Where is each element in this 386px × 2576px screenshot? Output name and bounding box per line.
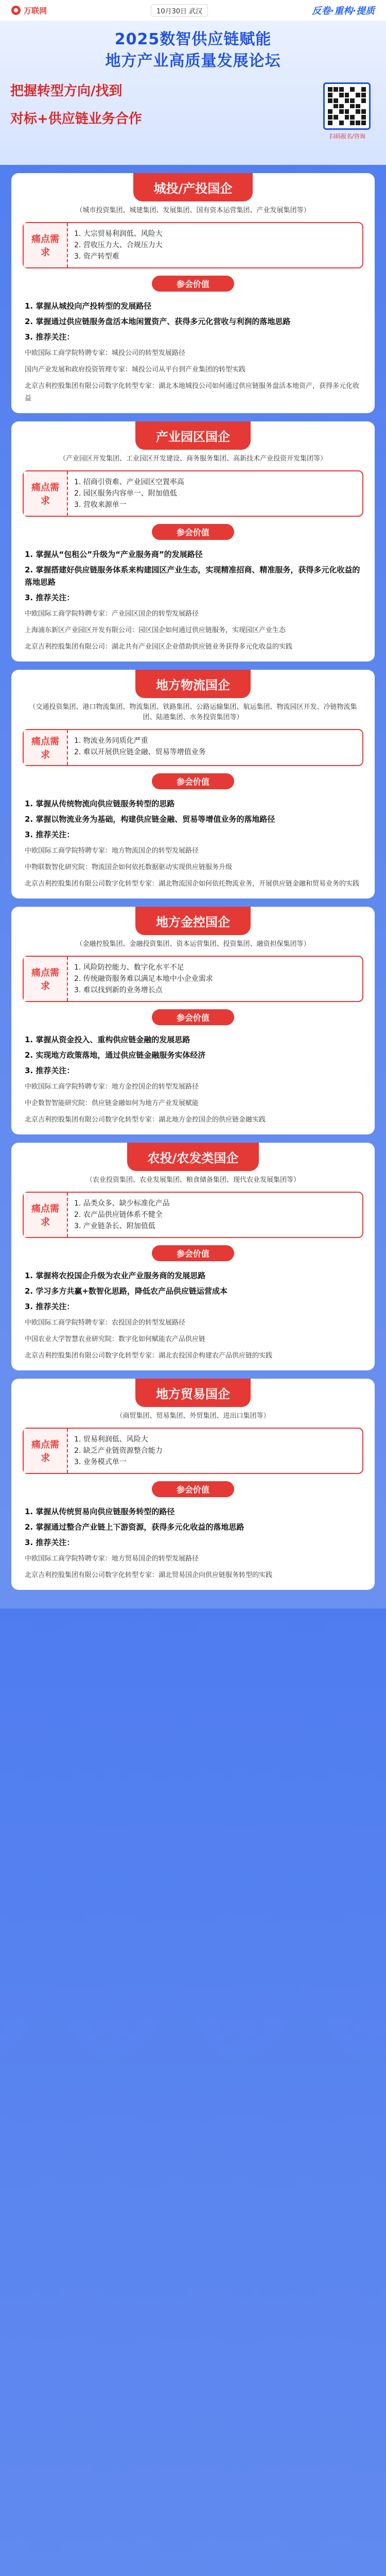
value-item: 1. 掌握从城投向产投转型的发展路径 [25, 301, 152, 311]
value-item: 北京吉利控股集团有限公司数字化转型专家：湖北农投国企构建农产品供应链的实践 [25, 1352, 273, 1360]
card-chengtou [11, 173, 375, 413]
value-item: 北京吉利控股集团有限公司数字化转型专家：湖北本地城投公司如何通过供应链服务盘活本地资产，获得多元化收益 [25, 382, 360, 402]
pain-label: 痛点需求 [24, 471, 68, 516]
pain-item: 1. 贸易利润低、风险大 [74, 1435, 148, 1444]
pain-label: 痛点需求 [24, 957, 68, 1001]
value-head: 参会价值 [152, 1481, 234, 1497]
brand-logo-icon [11, 6, 21, 15]
pain-label: 痛点需求 [24, 730, 68, 765]
date-place-pill: 10月30日 武汉 [151, 4, 208, 17]
pain-list [68, 471, 362, 516]
pain-item: 2. 农产品供应链体系不健全 [74, 1211, 163, 1219]
value-item: 3. 推荐关注： [25, 593, 75, 602]
pain-box [23, 470, 363, 517]
pain-item: 1. 品类众多、缺少标准化产品 [74, 1199, 170, 1208]
pain-list [68, 730, 362, 765]
pain-list [68, 957, 362, 1001]
pain-box [23, 222, 363, 268]
card-title: 地方金控国企 [135, 907, 251, 935]
pain-item: 3. 营收来源单一 [74, 501, 127, 509]
value-item: 1. 掌握从资金投入、重构供应链金融的发展思路 [25, 1035, 190, 1044]
card-title: 农投/农发类国企 [127, 1143, 259, 1171]
pain-item: 2. 难以开展供应链金融、贸易等增值业务 [74, 748, 206, 756]
pain-box [23, 1428, 363, 1474]
pain-item: 1. 大宗贸易利润低、风险大 [74, 230, 163, 238]
value-item: 1. 掌握将农投国企升级为农业产业服务商的发展思路 [25, 1271, 206, 1280]
value-item: 中国农业大学智慧农业研究院：数字化如何赋能农产品供应链 [25, 1335, 206, 1343]
card-intro: （金融控股集团、金融投资集团、资本运营集团、投资集团、融资担保集团等） [76, 940, 310, 948]
card-intro: （产业园区开发集团、工业园区开发建设、商务服务集团、高新技术产业投资开发集团等） [59, 455, 327, 463]
value-item: 3. 推荐关注： [25, 332, 75, 342]
value-item: 1. 掌握从传统物流向供应链服务转型的思路 [25, 799, 175, 808]
motto: 反卷·重构·提质 [312, 6, 375, 16]
pain-item: 2. 营收压力大、合规压力大 [74, 241, 163, 249]
pain-box [23, 1192, 363, 1238]
qr-code-icon[interactable] [323, 82, 371, 130]
value-item: 中欧国际工商学院特聘专家：地方金控国企的转型发展路径 [25, 1083, 199, 1091]
card-intro: （农业投资集团、农业发展集团、粮食储备集团、现代农业发展集团等） [85, 1176, 300, 1184]
value-item: 2. 学习多方共赢+数智化思路，降低农产品供应链运营成本 [25, 1286, 227, 1296]
value-item: 2. 掌握通过整合产业链上下游资源，获得多元化收益的落地思路 [25, 1522, 244, 1532]
card-logistics [11, 670, 375, 899]
pain-item: 1. 风险防控能力、数字化水平不足 [74, 963, 184, 972]
pain-list [68, 223, 362, 267]
value-head: 参会价值 [152, 1245, 234, 1261]
hero-banner [0, 21, 386, 165]
value-item: 中欧国际工商学院特聘专家：农投国企的转型发展路径 [25, 1319, 186, 1327]
card-park [11, 421, 375, 662]
value-list [11, 1261, 375, 1362]
value-item: 2. 实现地方政策落地，通过供应链金融服务实体经济 [25, 1050, 206, 1060]
value-head: 参会价值 [152, 276, 234, 292]
card-finance [11, 907, 375, 1134]
pain-item: 3. 产业链条长、附加值低 [74, 1222, 155, 1230]
card-agri [11, 1143, 375, 1370]
pain-item: 3. 资产转型难 [74, 252, 119, 261]
value-item: 3. 推荐关注： [25, 1066, 75, 1075]
top-bar [0, 0, 386, 21]
value-list [11, 540, 375, 653]
pain-label: 痛点需求 [24, 1429, 68, 1473]
card-intro: （交通投资集团、港口物流集团、物流集团、铁路集团、公路运输集团、航运集团、物流园区开发、冷链物流集团、陆港集团、水务投资集团等） [29, 703, 357, 721]
pain-list [68, 1429, 362, 1473]
card-trade [11, 1379, 375, 1590]
brand-name: 万联网 [24, 6, 47, 15]
value-item: 2. 掌握以物流业务为基础，构建供应链金融、贸易等增值业务的落地路径 [25, 815, 275, 824]
value-list [11, 1025, 375, 1126]
card-title: 地方贸易国企 [135, 1379, 251, 1407]
value-item: 北京吉利控股集团有限公司数字化转型专家：湖北地方金控国企的供应链金融实践 [25, 1116, 266, 1124]
value-item: 上海浦东新区产业园区开发有限公司：园区国企如何通过供应链服务，实现园区产业生态 [25, 626, 286, 634]
value-item: 北京吉利控股集团有限公司数字化转型专家：湖北物流国企如何依托物流业务，开展供应链金融和贸易业务的实践 [25, 880, 360, 888]
qr-caption: 扫码报名/咨询 [329, 133, 365, 140]
value-item: 国内产业发展和政府投资管理专家：城投公司从平台到产业集团的转型实践 [25, 366, 246, 374]
pain-box [23, 956, 363, 1002]
pain-box [23, 729, 363, 766]
value-item: 1. 掌握从传统贸易向供应链服务转型的路径 [25, 1507, 175, 1516]
card-title: 地方物流国企 [135, 670, 251, 698]
pain-item: 2. 缺乏产业链资源整合能力 [74, 1447, 163, 1455]
pain-item: 3. 业务模式单一 [74, 1458, 127, 1466]
card-intro: （城市投资集团、城建集团、发展集团、国有资本运营集团、产业发展集团等） [76, 207, 310, 214]
pain-label: 痛点需求 [24, 1193, 68, 1237]
value-item: 中欧国际工商学院特聘专家：地方物流国企的转型发展路径 [25, 847, 199, 855]
pain-item: 2. 传统融资服务难以满足本地中小企业需求 [74, 975, 213, 983]
value-head: 参会价值 [152, 524, 234, 540]
value-item: 2. 掌握搭建好供应链服务体系来构建园区产业生态，实现精准招商、精准服务，获得多元化收益的落地思路 [25, 565, 360, 587]
value-item: 中欧国际工商学院特聘专家：城投公司的转型发展路径 [25, 349, 186, 357]
value-item: 北京吉利控股集团有限公司数字化转型专家：湖北贸易国企向供应链服务转型的实践 [25, 1571, 273, 1579]
pain-item: 3. 难以找到新的业务增长点 [74, 986, 163, 994]
value-item: 2. 掌握通过供应链服务盘活本地闲置资产、获得多元化营收与利润的落地思路 [25, 317, 291, 326]
value-item: 北京吉利控股集团有限公司：湖北共有产业园区企业借助供应链业务获得多元化收益的实践 [25, 643, 293, 651]
value-item: 1. 掌握从“包租公”升级为“产业服务商”的发展路径 [25, 550, 203, 559]
pain-list [68, 1193, 362, 1237]
value-item: 中欧国际工商学院特聘专家：地方贸易国企的转型发展路径 [25, 1555, 199, 1563]
value-head: 参会价值 [152, 773, 234, 789]
value-item: 中物联数智化研究院：物流国企如何依托数据驱动实现供应链服务升级 [25, 863, 233, 871]
value-head: 参会价值 [152, 1009, 234, 1025]
value-item: 中企数智智能研究院：供应链金融如何为地方产业发展赋能 [25, 1099, 199, 1107]
hero-title-line1: 2025数智供应链赋能 [114, 30, 272, 48]
pain-item: 2. 园区服务内容单一、附加值低 [74, 489, 177, 498]
card-intro: （商贸集团、贸易集团、外贸集团、进出口集团等） [116, 1412, 270, 1420]
value-item: 3. 推荐关注： [25, 1538, 75, 1547]
pain-item: 1. 招商引资难、产业园区空置率高 [74, 478, 184, 486]
value-item: 3. 推荐关注： [25, 830, 75, 839]
value-list [11, 292, 375, 405]
hero-sub-line2: 对标+供应链业务合作 [10, 111, 142, 127]
hero-title-line2: 地方产业高质量发展论坛 [105, 52, 281, 70]
card-title: 产业园区国企 [135, 421, 251, 450]
value-item: 中欧国际工商学院特聘专家：产业园区国企的转型发展路径 [25, 610, 199, 618]
value-item: 3. 推荐关注： [25, 1302, 75, 1311]
brand [11, 5, 47, 16]
value-list [11, 789, 375, 890]
value-list [11, 1497, 375, 1582]
hero-sub-line1: 把握转型方向/找到 [10, 83, 122, 99]
card-title: 城投/产投国企 [133, 173, 253, 201]
pain-item: 1. 物流业务同质化严重 [74, 737, 148, 745]
pain-label: 痛点需求 [24, 223, 68, 267]
